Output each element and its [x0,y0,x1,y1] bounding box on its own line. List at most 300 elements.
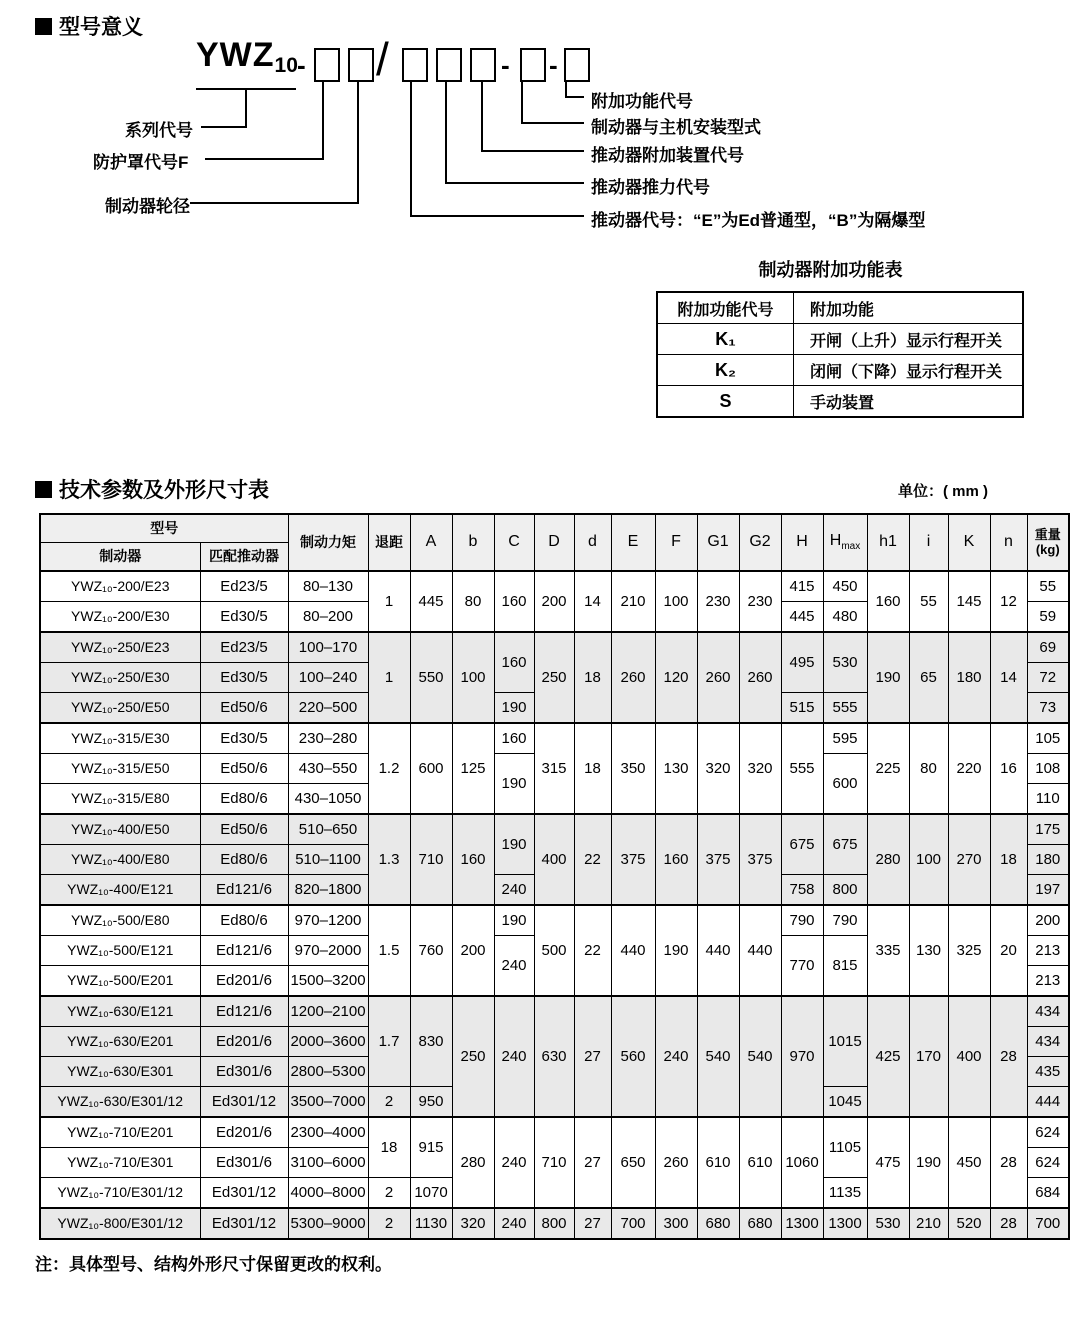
spec-cell: 12 [990,571,1027,632]
spec-cell: 325 [948,905,990,996]
connector-line [445,182,584,184]
spec-cell: 18 [574,632,611,723]
spec-cell: 100–170 [288,632,368,663]
spec-cell: 225 [867,723,909,814]
spec-cell: 69 [1027,632,1069,663]
connector-line [481,82,483,152]
spec-cell: 760 [410,905,452,996]
column-header: C [494,514,534,571]
connector-line [245,90,247,128]
spec-cell: 16 [990,723,1027,814]
column-header: 附加功能 [794,292,1024,324]
spec-cell: 300 [655,1208,697,1239]
spec-cell: 160 [655,814,697,905]
spec-cell: 555 [781,723,823,814]
spec-cell: 515 [781,693,823,724]
spec-cell: 475 [867,1117,909,1208]
table-row [40,1117,1069,1148]
spec-cell: 28 [990,996,1027,1117]
column-header: i [909,514,948,571]
table-row [40,514,1069,543]
table-row [40,996,1069,1027]
spec-cell: 160 [867,571,909,632]
function-desc: 开闸（上升）显示行程开关 [794,324,1024,355]
connector-line [410,82,412,217]
spec-cell: 335 [867,905,909,996]
spec-cell: 440 [611,905,655,996]
spec-cell: 220–500 [288,693,368,724]
spec-cell: 770 [781,936,823,997]
spec-cell: 200 [534,571,574,632]
function-code: S [657,386,794,418]
spec-cell: 624 [1027,1117,1069,1148]
column-header: 制动器 [40,543,200,572]
spec-cell: Ed301/6 [200,1057,288,1087]
spec-cell: 320 [739,723,781,814]
spec-cell: 240 [494,1208,534,1239]
column-header: E [611,514,655,571]
spec-cell: 790 [781,905,823,936]
spec-cell: YWZ₁₀-400/E121 [40,875,200,906]
spec-cell: 400 [534,814,574,905]
spec-cell: 480 [823,602,867,633]
spec-cell: YWZ₁₀-250/E30 [40,663,200,693]
spec-cell: 650 [611,1117,655,1208]
unit-label: 单位：( mm ) [898,483,989,500]
spec-cell: 1500–3200 [288,966,368,997]
spec-cell: 100 [452,632,494,723]
spec-cell: Ed80/6 [200,905,288,936]
spec-cell: 415 [781,571,823,602]
brake-functions-table [656,291,1024,418]
spec-cell: 315 [534,723,574,814]
table-row [40,571,1069,602]
diagram-label-thruster-attach: 推动器附加装置代号 [591,146,744,165]
spec-cell: 400 [948,996,990,1117]
series-code-text: YWZ [196,36,275,74]
spec-cell: 220 [948,723,990,814]
spec-cell: 14 [990,632,1027,723]
spec-cell: 1.7 [368,996,410,1087]
spec-cell: 1300 [781,1208,823,1239]
spec-cell: 190 [655,905,697,996]
spec-cell: 160 [494,571,534,632]
spec-cell: 1300 [823,1208,867,1239]
spec-cell: 80–200 [288,602,368,633]
spec-cell: 710 [410,814,452,905]
spec-cell: 160 [452,814,494,905]
spec-cell: 675 [823,814,867,875]
spec-cell: 444 [1027,1087,1069,1118]
connector-line [201,126,247,128]
connector-line [445,82,447,184]
column-header: 附加功能代号 [657,292,794,324]
separator-slash: / [376,33,389,85]
spec-cell: 240 [494,1117,534,1208]
spec-cell: 970 [781,996,823,1117]
spec-cell: 790 [823,905,867,936]
spec-cell: 1015 [823,996,867,1087]
spec-cell: 450 [823,571,867,602]
spec-cell: 600 [823,754,867,815]
spec-cell: 430–550 [288,754,368,784]
spec-cell: 22 [574,814,611,905]
spec-cell: 1 [368,632,410,723]
spec-cell: YWZ₁₀-710/E201 [40,1117,200,1148]
spec-cell: Ed50/6 [200,693,288,724]
function-desc: 手动装置 [794,386,1024,418]
connector-line [190,202,359,204]
spec-cell: 175 [1027,814,1069,845]
spec-cell: 100–240 [288,663,368,693]
spec-cell: 350 [611,723,655,814]
spec-cell: 260 [611,632,655,723]
model-digit-box [314,48,340,82]
connector-line [410,215,584,217]
spec-cell: 4000–8000 [288,1178,368,1209]
section-marker-icon [35,18,52,35]
spec-cell: 55 [909,571,948,632]
column-header: $H_{max}$ [823,514,867,571]
spec-cell: 520 [948,1208,990,1239]
spec-cell: 1060 [781,1117,823,1208]
spec-cell: 110 [1027,784,1069,815]
spec-cell: 105 [1027,723,1069,754]
spec-cell: 430–1050 [288,784,368,815]
spec-cell: 210 [611,571,655,632]
spec-cell: 1070 [410,1178,452,1209]
column-header: A [410,514,452,571]
spec-cell: Ed121/6 [200,996,288,1027]
spec-cell: YWZ₁₀-315/E50 [40,754,200,784]
spec-cell: 240 [494,996,534,1117]
spec-cell: 210 [909,1208,948,1239]
spec-cell: 440 [697,905,739,996]
column-header: h1 [867,514,909,571]
spec-cell: 320 [452,1208,494,1239]
model-digit-box [564,48,590,82]
spec-cell: 108 [1027,754,1069,784]
column-header: 型号 [40,514,288,543]
spec-cell: Ed30/5 [200,602,288,633]
column-header: 重量 (kg) [1027,514,1069,571]
section-title-text: 技术参数及外形尺寸表 [59,479,269,502]
connector-line [322,80,324,160]
spec-cell: 213 [1027,936,1069,966]
separator-dash: - [297,50,306,80]
spec-cell: 550 [410,632,452,723]
connector-line [521,82,523,124]
spec-cell: YWZ₁₀-400/E50 [40,814,200,845]
diagram-label-guard: 防护罩代号F [93,153,189,172]
spec-cell: 250 [452,996,494,1117]
spec-cell: Ed80/6 [200,845,288,875]
spec-cell: 18 [368,1117,410,1178]
spec-cell: 540 [697,996,739,1117]
spec-cell: YWZ₁₀-400/E80 [40,845,200,875]
spec-table-body [40,571,1069,1239]
table-row [40,632,1069,663]
table-row [40,814,1069,845]
spec-cell: 190 [909,1117,948,1208]
spec-table-header [40,514,1069,571]
connector-line [481,150,584,152]
column-header: 制动力矩 [288,514,368,571]
spec-cell: YWZ₁₀-500/E80 [40,905,200,936]
diagram-label-thruster-code: 推动器代号：“E”为Ed普通型，“B”为隔爆型 [591,211,926,230]
column-header: G2 [739,514,781,571]
spec-cell: 2000–3600 [288,1027,368,1057]
spec-cell: Ed201/6 [200,966,288,997]
spec-cell: 190 [494,754,534,815]
spec-cell: 230–280 [288,723,368,754]
section-title-model-meaning [35,11,143,41]
spec-cell: Ed30/5 [200,723,288,754]
spec-cell: 240 [494,875,534,906]
model-digit-box [520,48,546,82]
connector-line [521,122,584,124]
spec-cell: 20 [990,905,1027,996]
spec-cell: 1130 [410,1208,452,1239]
series-code-subscript: 10 [274,54,298,77]
spec-cell: 595 [823,723,867,754]
spec-cell: 200 [1027,905,1069,936]
spec-cell: Ed30/5 [200,663,288,693]
spec-cell: 434 [1027,1027,1069,1057]
spec-cell: 375 [611,814,655,905]
spec-cell: Ed301/12 [200,1178,288,1209]
spec-cell: 830 [410,996,452,1087]
spec-cell: Ed201/6 [200,1117,288,1148]
spec-cell: 624 [1027,1148,1069,1178]
spec-cell: 630 [534,996,574,1117]
column-header: H [781,514,823,571]
spec-cell: 675 [781,814,823,875]
spec-cell: Ed121/6 [200,875,288,906]
spec-cell: 1105 [823,1117,867,1178]
spec-cell: 230 [739,571,781,632]
spec-cell: 260 [697,632,739,723]
separator-dash: - [501,50,510,80]
spec-cell: 680 [697,1208,739,1239]
spec-cell: 27 [574,996,611,1117]
spec-cell: YWZ₁₀-200/E30 [40,602,200,633]
spec-cell: Ed23/5 [200,571,288,602]
column-header: n [990,514,1027,571]
footnote: 注：具体型号、结构外形尺寸保留更改的权利。 [35,1255,392,1274]
spec-cell: 260 [739,632,781,723]
section-title-text: 型号意义 [59,16,143,39]
spec-cell: 59 [1027,602,1069,633]
spec-cell: YWZ₁₀-710/E301/12 [40,1178,200,1209]
spec-cell: YWZ₁₀-315/E80 [40,784,200,815]
spec-cell: 970–1200 [288,905,368,936]
spec-cell: 540 [739,996,781,1117]
spec-cell: 320 [697,723,739,814]
column-header: K [948,514,990,571]
spec-cell: Ed121/6 [200,936,288,966]
spec-cell: 190 [867,632,909,723]
spec-cell: 190 [494,905,534,936]
spec-cell: 1045 [823,1087,867,1118]
column-header: D [534,514,574,571]
spec-cell: YWZ₁₀-710/E301 [40,1148,200,1178]
spec-cell: 120 [655,632,697,723]
spec-table [39,513,1070,1240]
spec-cell: YWZ₁₀-800/E301/12 [40,1208,200,1239]
column-header: 匹配推动器 [200,543,288,572]
spec-cell: 375 [739,814,781,905]
spec-cell: 2800–5300 [288,1057,368,1087]
spec-cell: 160 [494,632,534,693]
function-desc: 闭闸（下降）显示行程开关 [794,355,1024,386]
spec-cell: 1200–2100 [288,996,368,1027]
spec-cell: 240 [655,996,697,1117]
spec-cell: 80 [909,723,948,814]
spec-cell: 445 [410,571,452,632]
spec-cell: 1135 [823,1178,867,1209]
spec-cell: YWZ₁₀-315/E30 [40,723,200,754]
spec-cell: YWZ₁₀-630/E301 [40,1057,200,1087]
diagram-label-addfunc: 附加功能代号 [591,92,693,111]
spec-cell: 240 [494,936,534,997]
spec-cell: 1.5 [368,905,410,996]
separator-dash: - [549,50,558,80]
spec-cell: 684 [1027,1178,1069,1209]
spec-cell: 425 [867,996,909,1117]
spec-cell: Ed201/6 [200,1027,288,1057]
spec-cell: 915 [410,1117,452,1178]
spec-cell: Ed50/6 [200,754,288,784]
spec-cell: 710 [534,1117,574,1208]
spec-cell: 560 [611,996,655,1117]
spec-cell: 815 [823,936,867,997]
spec-cell: 190 [494,814,534,875]
spec-cell: 2 [368,1208,410,1239]
spec-cell: 375 [697,814,739,905]
spec-cell: 970–2000 [288,936,368,966]
spec-cell: 600 [410,723,452,814]
spec-cell: YWZ₁₀-630/E301/12 [40,1087,200,1118]
column-header: G1 [697,514,739,571]
spec-cell: 758 [781,875,823,906]
spec-cell: 3100–6000 [288,1148,368,1178]
spec-cell: 530 [823,632,867,693]
spec-cell: 700 [611,1208,655,1239]
model-digit-box [470,48,496,82]
spec-cell: 280 [452,1117,494,1208]
spec-cell: 2300–4000 [288,1117,368,1148]
spec-cell: 820–1800 [288,875,368,906]
connector-line [205,158,324,160]
spec-cell: 555 [823,693,867,724]
spec-cell: YWZ₁₀-630/E121 [40,996,200,1027]
spec-cell: 2 [368,1178,410,1209]
spec-cell: YWZ₁₀-500/E121 [40,936,200,966]
table-row [40,1208,1069,1239]
spec-cell: 510–1100 [288,845,368,875]
spec-cell: Ed301/12 [200,1087,288,1118]
spec-cell: 270 [948,814,990,905]
diagram-label-series: 系列代号 [125,121,193,140]
section-marker-icon [35,481,52,498]
spec-cell: 190 [494,693,534,724]
model-digit-box [348,48,374,82]
spec-cell: 5300–9000 [288,1208,368,1239]
model-digit-box [402,48,428,82]
functions-table-title: 制动器附加功能表 [758,260,903,280]
table-row [657,355,1023,386]
spec-cell: 130 [655,723,697,814]
spec-cell: 530 [867,1208,909,1239]
spec-cell: Ed301/12 [200,1208,288,1239]
spec-cell: 28 [990,1117,1027,1208]
spec-cell: 27 [574,1208,611,1239]
spec-cell: 145 [948,571,990,632]
spec-cell: 80 [452,571,494,632]
spec-cell: 73 [1027,693,1069,724]
spec-cell: 125 [452,723,494,814]
model-digit-box [436,48,462,82]
spec-cell: 22 [574,905,611,996]
section-title-spec [35,474,269,504]
spec-cell: 80–130 [288,571,368,602]
connector-line [565,96,584,98]
function-code: K₂ [657,355,794,386]
spec-cell: 1 [368,571,410,632]
spec-cell: 800 [534,1208,574,1239]
diagram-label-mount: 制动器与主机安装型式 [591,118,761,137]
spec-cell: 440 [739,905,781,996]
column-header: b [452,514,494,571]
spec-cell: YWZ₁₀-630/E201 [40,1027,200,1057]
spec-cell: Ed23/5 [200,632,288,663]
spec-cell: 260 [655,1117,697,1208]
spec-cell: 950 [410,1087,452,1118]
spec-cell: YWZ₁₀-250/E23 [40,632,200,663]
spec-cell: 27 [574,1117,611,1208]
spec-cell: 100 [655,571,697,632]
spec-cell: 495 [781,632,823,693]
spec-cell: YWZ₁₀-500/E201 [40,966,200,997]
column-header: 退距 [368,514,410,571]
table-row [657,386,1023,418]
spec-cell: 55 [1027,571,1069,602]
spec-cell: 1.3 [368,814,410,905]
spec-cell: 434 [1027,996,1069,1027]
spec-cell: 450 [948,1117,990,1208]
spec-cell: 170 [909,996,948,1117]
spec-cell: 180 [1027,845,1069,875]
spec-cell: 680 [739,1208,781,1239]
spec-cell: 700 [1027,1208,1069,1239]
spec-cell: 2 [368,1087,410,1118]
diagram-label-wheel: 制动器轮径 [105,197,190,216]
spec-cell: 14 [574,571,611,632]
spec-cell: 160 [494,723,534,754]
spec-cell: 510–650 [288,814,368,845]
spec-cell: 213 [1027,966,1069,997]
spec-cell: 435 [1027,1057,1069,1087]
spec-cell: 250 [534,632,574,723]
spec-cell: 130 [909,905,948,996]
table-row [40,905,1069,936]
spec-cell: 800 [823,875,867,906]
spec-cell: Ed301/6 [200,1148,288,1178]
spec-cell: 65 [909,632,948,723]
spec-cell: 3500–7000 [288,1087,368,1118]
brake-functions-section [656,256,1005,418]
